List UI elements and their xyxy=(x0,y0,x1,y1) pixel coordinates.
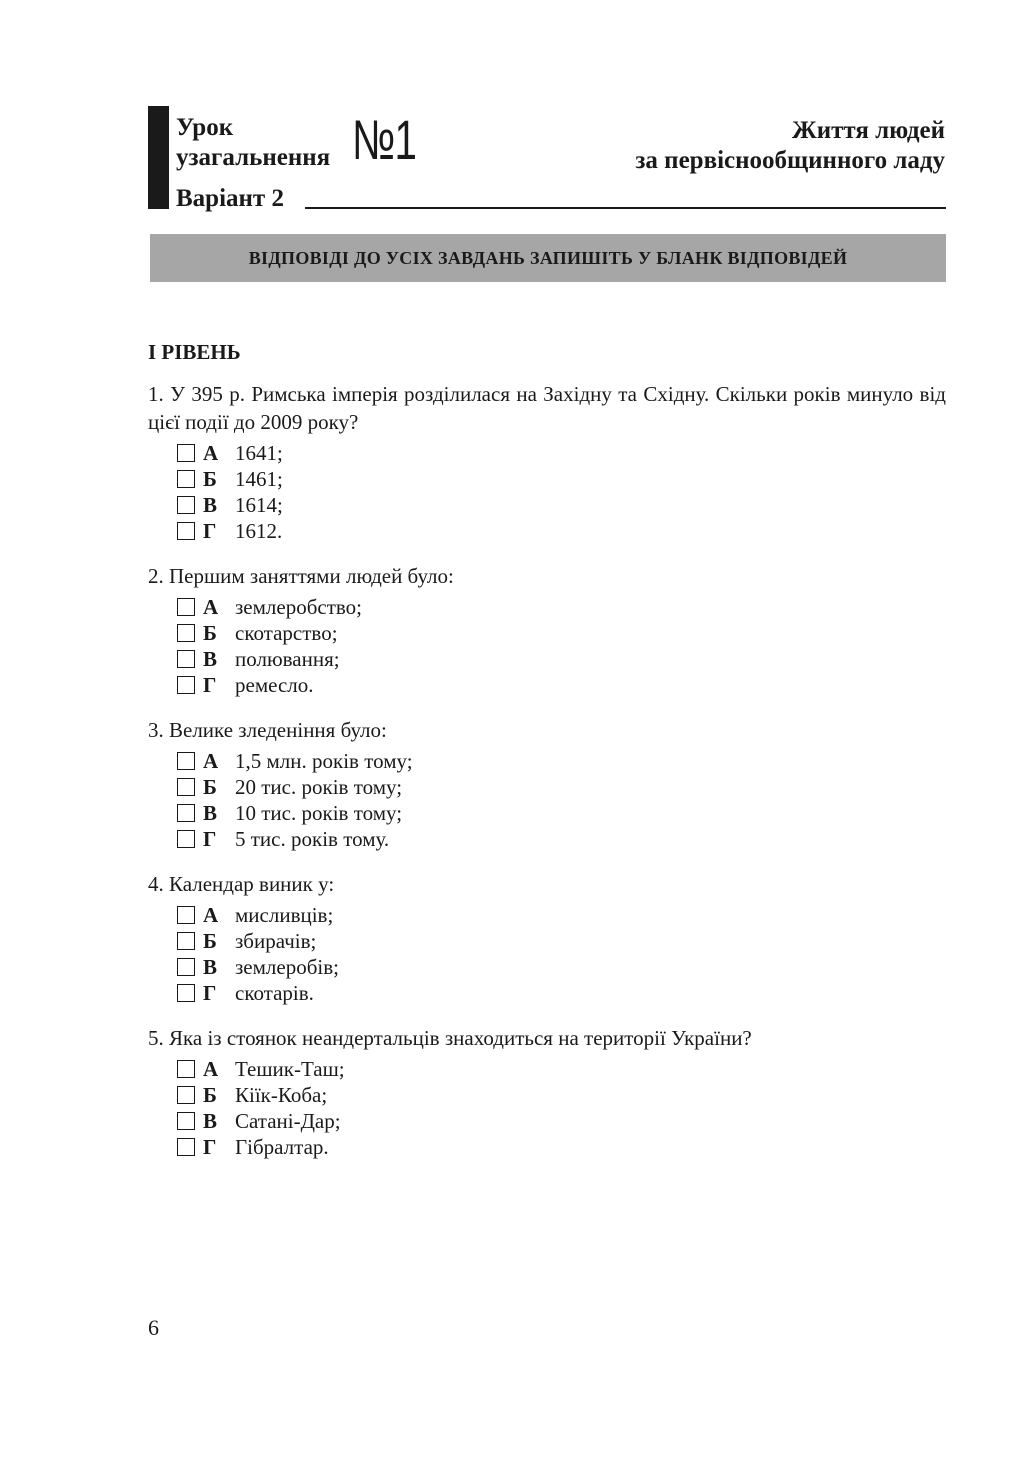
option-text: Сатані-Дар; xyxy=(235,1108,341,1133)
question-4 xyxy=(148,870,946,1006)
answer-checkbox[interactable] xyxy=(177,522,195,540)
option-text: 5 тис. років тому. xyxy=(235,826,390,851)
question-text: 5. Яка із стоянок неандертальців знаходиться на території України? xyxy=(148,1026,752,1050)
option-text: Тешик-Таш; xyxy=(235,1056,345,1081)
answer-option[interactable] xyxy=(148,800,946,826)
answer-checkbox[interactable] xyxy=(177,1060,195,1078)
answer-checkbox[interactable] xyxy=(177,496,195,514)
option-text: 1461; xyxy=(235,466,283,491)
option-text: 1612. xyxy=(235,518,283,543)
answer-option[interactable] xyxy=(148,440,946,466)
lesson-label: Урок xyxy=(176,114,234,141)
answer-option[interactable] xyxy=(148,928,946,954)
question-3 xyxy=(148,716,946,852)
answer-options xyxy=(148,1056,946,1160)
option-letter: В xyxy=(203,1108,218,1133)
option-text: землеробство; xyxy=(235,594,362,619)
option-text: мисливців; xyxy=(235,902,334,927)
answer-option[interactable] xyxy=(148,954,946,980)
page-number: 6 xyxy=(148,1315,159,1340)
header-accent-bar xyxy=(148,106,169,209)
answer-options xyxy=(148,440,946,544)
option-letter: А xyxy=(203,440,219,465)
answer-checkbox[interactable] xyxy=(177,650,195,668)
option-letter: Г xyxy=(203,826,217,851)
option-letter: А xyxy=(203,1056,219,1081)
option-letter: Г xyxy=(203,980,217,1005)
option-text: збирачів; xyxy=(235,928,317,953)
option-letter: Г xyxy=(203,672,217,697)
option-text: 10 тис. років тому; xyxy=(235,800,403,825)
answer-checkbox[interactable] xyxy=(177,1138,195,1156)
option-letter: Б xyxy=(203,928,217,953)
option-text: землеробів; xyxy=(235,954,339,979)
option-text: ремесло. xyxy=(235,672,314,697)
question-1 xyxy=(148,380,946,544)
answer-option[interactable] xyxy=(148,1134,946,1160)
option-letter: В xyxy=(203,492,218,517)
level-title: І РІВЕНЬ xyxy=(148,340,241,364)
lesson-number: №1 xyxy=(352,108,417,171)
answer-option[interactable] xyxy=(148,1082,946,1108)
answer-checkbox[interactable] xyxy=(177,830,195,848)
answer-option[interactable] xyxy=(148,748,946,774)
instructions-banner xyxy=(150,234,946,282)
answer-checkbox[interactable] xyxy=(177,624,195,642)
answer-option[interactable] xyxy=(148,672,946,698)
answer-checkbox[interactable] xyxy=(177,778,195,796)
question-text: 3. Велике зледеніння було: xyxy=(148,718,387,742)
option-text: 20 тис. років тому; xyxy=(235,774,403,799)
answer-option[interactable] xyxy=(148,492,946,518)
option-text: 1614; xyxy=(235,492,283,517)
option-letter: А xyxy=(203,594,219,619)
answer-checkbox[interactable] xyxy=(177,752,195,770)
question-text: 2. Першим заняттями людей було: xyxy=(148,564,454,588)
option-letter: В xyxy=(203,800,218,825)
option-letter: Б xyxy=(203,620,217,645)
option-letter: Г xyxy=(203,518,217,543)
variant-label: Варіант 2 xyxy=(176,185,284,212)
option-letter: А xyxy=(203,748,219,773)
option-text: Гібралтар. xyxy=(235,1134,329,1159)
instructions-text: ВІДПОВІДІ ДО УСІХ ЗАВДАНЬ ЗАПИШІТЬ У БЛАНК ВІДПОВІДЕЙ xyxy=(248,247,848,268)
answer-option[interactable] xyxy=(148,902,946,928)
answer-option[interactable] xyxy=(148,466,946,492)
topic-title-line2: за первіснообщинного ладу xyxy=(635,147,945,174)
answer-options xyxy=(148,748,946,852)
answer-checkbox[interactable] xyxy=(177,804,195,822)
answer-option[interactable] xyxy=(148,826,946,852)
option-text: скотарів. xyxy=(235,980,314,1005)
answer-option[interactable] xyxy=(148,1056,946,1082)
answer-checkbox[interactable] xyxy=(177,470,195,488)
answer-checkbox[interactable] xyxy=(177,958,195,976)
option-text: полювання; xyxy=(235,646,340,671)
lesson-type-label: узагальнення xyxy=(176,144,331,171)
answer-checkbox[interactable] xyxy=(177,676,195,694)
question-text: 4. Календар виник у: xyxy=(148,872,335,896)
option-text: 1,5 млн. років тому; xyxy=(235,748,413,773)
answer-checkbox[interactable] xyxy=(177,932,195,950)
question-text: 1. У 395 р. Римська імперія розділилася на Західну та Східну. Скільки років минуло від цієї події до 2009 року? xyxy=(148,382,946,434)
answer-options xyxy=(148,594,946,698)
answer-options xyxy=(148,902,946,1006)
option-text: скотарство; xyxy=(235,620,338,645)
option-letter: В xyxy=(203,646,218,671)
answer-checkbox[interactable] xyxy=(177,1112,195,1130)
question-5 xyxy=(148,1024,946,1160)
answer-option[interactable] xyxy=(148,980,946,1006)
option-letter: Г xyxy=(203,1134,217,1159)
answer-option[interactable] xyxy=(148,1108,946,1134)
question-2 xyxy=(148,562,946,698)
option-text: Кіїк-Коба; xyxy=(235,1082,328,1107)
option-letter: А xyxy=(203,902,219,927)
topic-title-line1: Життя людей xyxy=(792,117,945,144)
answer-option[interactable] xyxy=(148,646,946,672)
student-name-line[interactable] xyxy=(305,207,946,209)
answer-option[interactable] xyxy=(148,594,946,620)
option-letter: В xyxy=(203,954,218,979)
option-letter: Б xyxy=(203,466,217,491)
answer-checkbox[interactable] xyxy=(177,984,195,1002)
answer-checkbox[interactable] xyxy=(177,598,195,616)
option-text: 1641; xyxy=(235,440,283,465)
option-letter: Б xyxy=(203,1082,217,1107)
option-letter: Б xyxy=(203,774,217,799)
answer-checkbox[interactable] xyxy=(177,1086,195,1104)
answer-checkbox[interactable] xyxy=(177,444,195,462)
answer-option[interactable] xyxy=(148,774,946,800)
questions-list xyxy=(148,380,946,1178)
answer-option[interactable] xyxy=(148,620,946,646)
answer-checkbox[interactable] xyxy=(177,906,195,924)
answer-option[interactable] xyxy=(148,518,946,544)
